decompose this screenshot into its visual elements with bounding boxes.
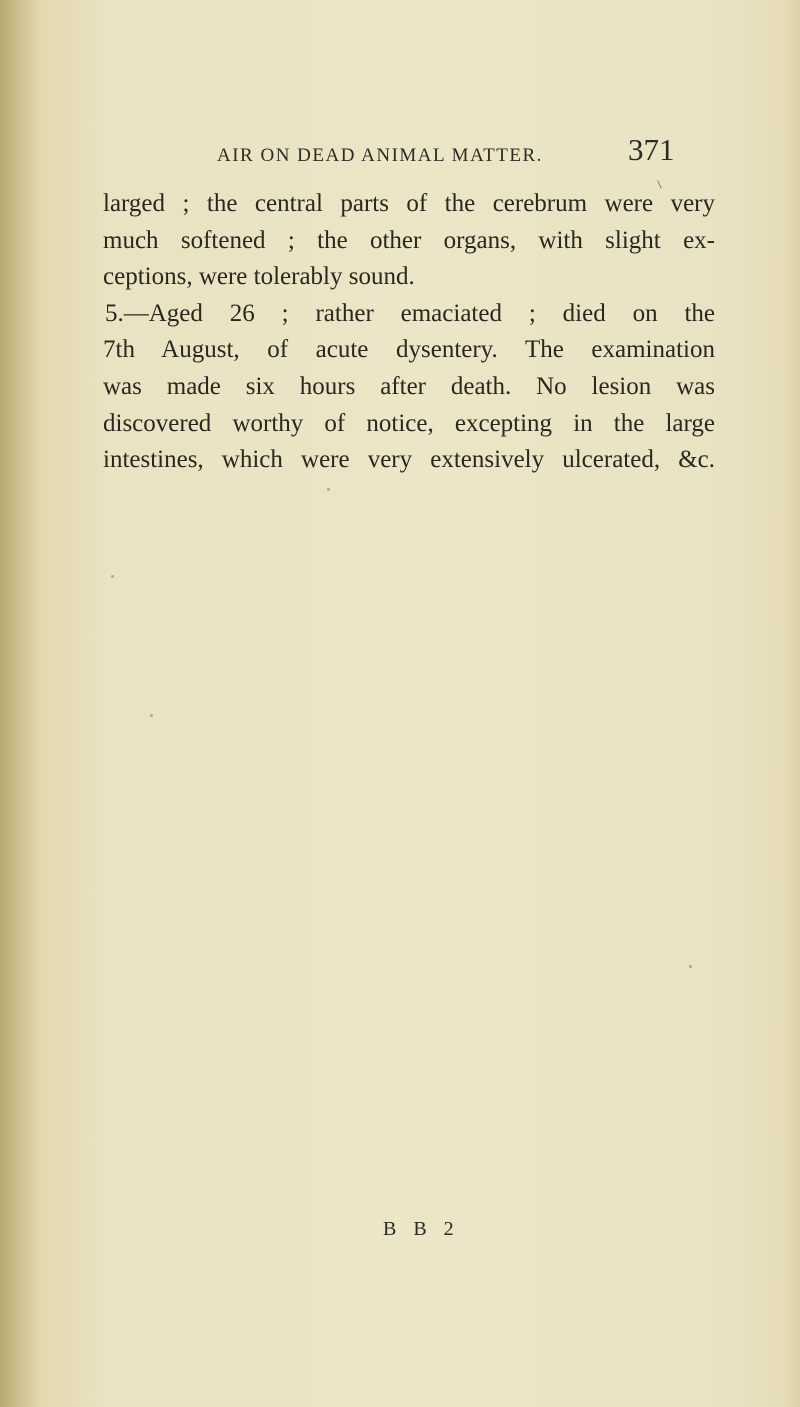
paper-speck <box>111 575 114 578</box>
paper-speck <box>689 965 692 968</box>
signature-mark: B B 2 <box>383 1218 460 1240</box>
text-line: 5.—Aged 26 ; rather emaciated ; died on the <box>105 299 715 327</box>
text-line: 7th August, of acute dysentery. The examination <box>103 336 715 364</box>
text-line: larged ; the central parts of the cerebrum were very <box>103 190 715 217</box>
text-line: much softened ; the other organs, with slight ex- <box>103 226 715 254</box>
text-line: discovered worthy of notice, excepting in the large <box>103 409 715 437</box>
paper-speck <box>327 488 330 491</box>
paper-speck <box>150 714 153 717</box>
page-number: 371 <box>628 132 675 167</box>
text-line: ceptions, were tolerably sound. <box>103 263 415 291</box>
text-line: intestines, which were very extensively ulcerated, &c. <box>103 446 715 474</box>
text-line: was made six hours after death. No lesion was <box>103 372 715 400</box>
running-title: AIR ON DEAD ANIMAL MATTER. <box>217 145 543 166</box>
running-head <box>0 132 800 178</box>
gutter-shadow <box>0 0 40 1407</box>
body-text <box>103 186 715 479</box>
